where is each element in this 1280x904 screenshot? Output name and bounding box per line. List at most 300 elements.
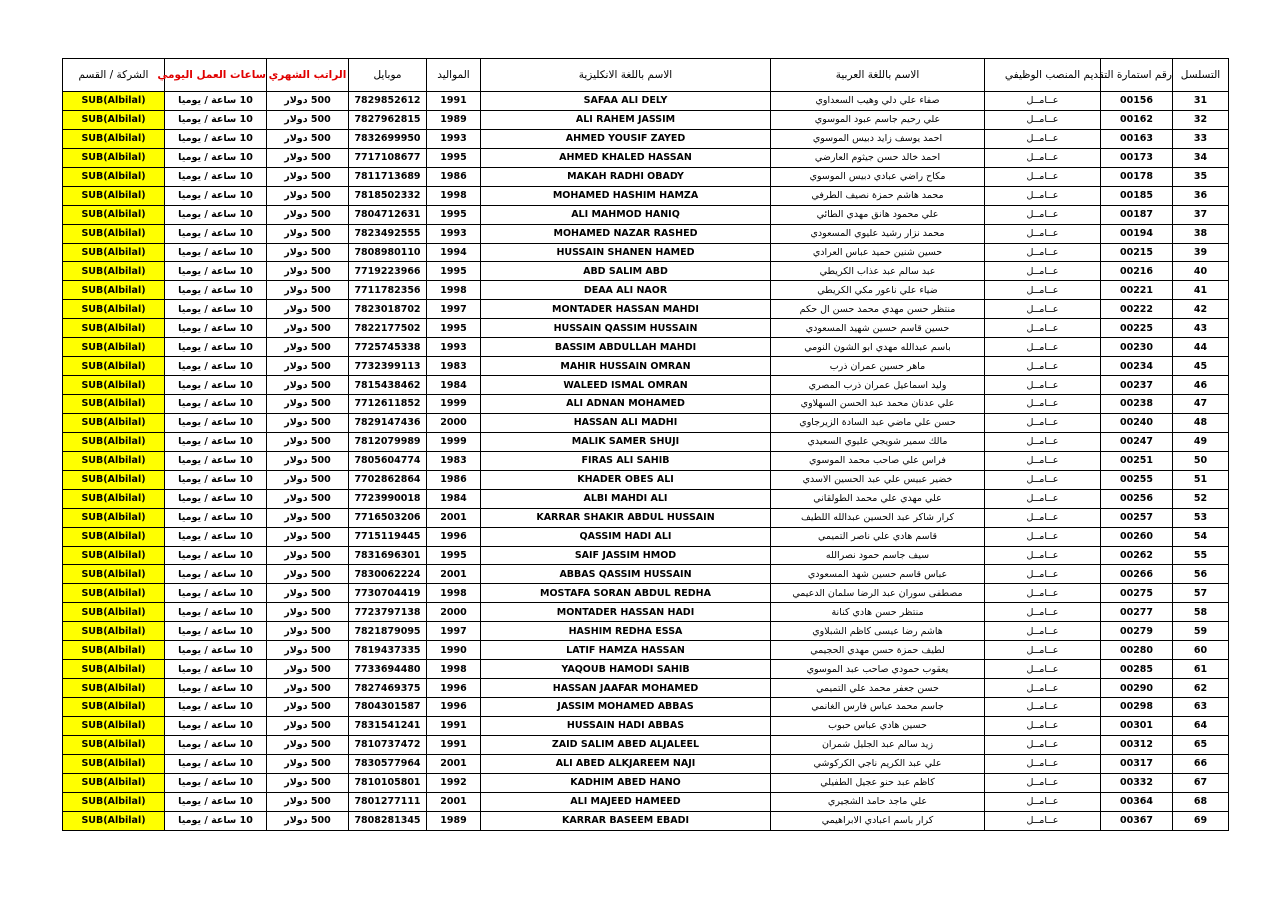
- table-row: [63, 811, 1229, 830]
- cell-birth-year: 2001: [427, 508, 481, 527]
- cell-daily-hours: 10 ساعة / يوميا: [165, 565, 267, 584]
- cell-serial: 39: [1173, 243, 1229, 262]
- cell-mobile: 7711782356: [349, 281, 427, 300]
- table-row: [63, 622, 1229, 641]
- cell-monthly-salary: 500 دولار: [267, 319, 349, 338]
- cell-english-name: ALI ABED ALKJAREEM NAJI: [481, 754, 771, 773]
- table-row: [63, 319, 1229, 338]
- cell-mobile: 7823018702: [349, 300, 427, 319]
- cell-monthly-salary: 500 دولار: [267, 641, 349, 660]
- cell-daily-hours: 10 ساعة / يوميا: [165, 357, 267, 376]
- cell-department: (Albilal)SUB: [63, 811, 165, 830]
- cell-english-name: ALI MAHMOD HANIQ: [481, 205, 771, 224]
- table-header: [63, 59, 1229, 92]
- cell-monthly-salary: 500 دولار: [267, 698, 349, 717]
- cell-monthly-salary: 500 دولار: [267, 660, 349, 679]
- cell-serial: 66: [1173, 754, 1229, 773]
- cell-mobile: 7829147436: [349, 413, 427, 432]
- cell-position: عــامــل: [985, 413, 1101, 432]
- cell-position: عــامــل: [985, 735, 1101, 754]
- cell-application-number: 00163: [1101, 129, 1173, 148]
- cell-english-name: MOSTAFA SORAN ABDUL REDHA: [481, 584, 771, 603]
- cell-position: عــامــل: [985, 584, 1101, 603]
- cell-daily-hours: 10 ساعة / يوميا: [165, 489, 267, 508]
- table-row: [63, 243, 1229, 262]
- cell-arabic-name: ضياء علي ناعور مكي الكريطي: [771, 281, 985, 300]
- cell-daily-hours: 10 ساعة / يوميا: [165, 432, 267, 451]
- cell-serial: 53: [1173, 508, 1229, 527]
- cell-serial: 46: [1173, 376, 1229, 395]
- cell-monthly-salary: 500 دولار: [267, 735, 349, 754]
- cell-mobile: 7823492555: [349, 224, 427, 243]
- cell-mobile: 7733694480: [349, 660, 427, 679]
- cell-birth-year: 2001: [427, 565, 481, 584]
- cell-department: (Albilal)SUB: [63, 148, 165, 167]
- table-row: [63, 432, 1229, 451]
- cell-serial: 59: [1173, 622, 1229, 641]
- cell-serial: 58: [1173, 603, 1229, 622]
- table-row: [63, 376, 1229, 395]
- cell-serial: 51: [1173, 470, 1229, 489]
- cell-application-number: 00221: [1101, 281, 1173, 300]
- cell-arabic-name: كرار شاكر عبد الحسين عبدالله اللطيف: [771, 508, 985, 527]
- cell-position: عــامــل: [985, 167, 1101, 186]
- cell-serial: 45: [1173, 357, 1229, 376]
- cell-serial: 68: [1173, 792, 1229, 811]
- cell-daily-hours: 10 ساعة / يوميا: [165, 660, 267, 679]
- cell-english-name: BASSIM ABDULLAH MAHDI: [481, 338, 771, 357]
- cell-serial: 42: [1173, 300, 1229, 319]
- cell-daily-hours: 10 ساعة / يوميا: [165, 584, 267, 603]
- cell-position: عــامــل: [985, 811, 1101, 830]
- cell-position: عــامــل: [985, 224, 1101, 243]
- cell-birth-year: 1991: [427, 92, 481, 111]
- cell-position: عــامــل: [985, 660, 1101, 679]
- cell-arabic-name: علي رحيم جاسم عبود الموسوي: [771, 110, 985, 129]
- cell-daily-hours: 10 ساعة / يوميا: [165, 319, 267, 338]
- cell-birth-year: 1986: [427, 470, 481, 489]
- cell-mobile: 7829852612: [349, 92, 427, 111]
- cell-mobile: 7810737472: [349, 735, 427, 754]
- cell-arabic-name: علي مهدي علي محمد الطولقاني: [771, 489, 985, 508]
- cell-monthly-salary: 500 دولار: [267, 167, 349, 186]
- cell-monthly-salary: 500 دولار: [267, 679, 349, 698]
- cell-application-number: 00187: [1101, 205, 1173, 224]
- cell-birth-year: 2001: [427, 754, 481, 773]
- cell-department: (Albilal)SUB: [63, 527, 165, 546]
- cell-mobile: 7821879095: [349, 622, 427, 641]
- cell-application-number: 00173: [1101, 148, 1173, 167]
- table-row: [63, 546, 1229, 565]
- cell-monthly-salary: 500 دولار: [267, 262, 349, 281]
- cell-serial: 33: [1173, 129, 1229, 148]
- cell-english-name: DEAA ALI NAOR: [481, 281, 771, 300]
- cell-application-number: 00230: [1101, 338, 1173, 357]
- cell-serial: 32: [1173, 110, 1229, 129]
- cell-mobile: 7712611852: [349, 395, 427, 414]
- table-row: [63, 167, 1229, 186]
- cell-application-number: 00290: [1101, 679, 1173, 698]
- cell-application-number: 00234: [1101, 357, 1173, 376]
- cell-daily-hours: 10 ساعة / يوميا: [165, 451, 267, 470]
- table-row: [63, 603, 1229, 622]
- cell-birth-year: 1996: [427, 527, 481, 546]
- cell-arabic-name: كرار باسم اعبادي الابراهيمي: [771, 811, 985, 830]
- cell-department: (Albilal)SUB: [63, 376, 165, 395]
- cell-birth-year: 1983: [427, 451, 481, 470]
- cell-serial: 61: [1173, 660, 1229, 679]
- cell-birth-year: 1995: [427, 319, 481, 338]
- cell-serial: 64: [1173, 716, 1229, 735]
- cell-english-name: ZAID SALIM ABED ALJALEEL: [481, 735, 771, 754]
- cell-arabic-name: لطيف حمزة حسن مهدي الحجيمي: [771, 641, 985, 660]
- cell-serial: 36: [1173, 186, 1229, 205]
- cell-monthly-salary: 500 دولار: [267, 413, 349, 432]
- cell-birth-year: 1993: [427, 129, 481, 148]
- cell-daily-hours: 10 ساعة / يوميا: [165, 129, 267, 148]
- cell-daily-hours: 10 ساعة / يوميا: [165, 508, 267, 527]
- cell-serial: 56: [1173, 565, 1229, 584]
- cell-position: عــامــل: [985, 186, 1101, 205]
- cell-arabic-name: عبد سالم عبد عذاب الكريطي: [771, 262, 985, 281]
- cell-serial: 62: [1173, 679, 1229, 698]
- cell-arabic-name: حسين هادي عباس حبوب: [771, 716, 985, 735]
- cell-english-name: MONTADER HASSAN MAHDI: [481, 300, 771, 319]
- cell-english-name: ALI ADNAN MOHAMED: [481, 395, 771, 414]
- cell-serial: 49: [1173, 432, 1229, 451]
- cell-daily-hours: 10 ساعة / يوميا: [165, 281, 267, 300]
- cell-mobile: 7830062224: [349, 565, 427, 584]
- cell-daily-hours: 10 ساعة / يوميا: [165, 186, 267, 205]
- cell-arabic-name: كاظم عبد حنو عجيل الطفيلي: [771, 773, 985, 792]
- cell-application-number: 00156: [1101, 92, 1173, 111]
- cell-position: عــامــل: [985, 773, 1101, 792]
- cell-application-number: 00225: [1101, 319, 1173, 338]
- cell-english-name: YAQOUB HAMODI SAHIB: [481, 660, 771, 679]
- cell-english-name: SAFAA ALI DELY: [481, 92, 771, 111]
- cell-english-name: MALIK SAMER SHUJI: [481, 432, 771, 451]
- table-row: [63, 641, 1229, 660]
- cell-monthly-salary: 500 دولار: [267, 186, 349, 205]
- cell-monthly-salary: 500 دولار: [267, 432, 349, 451]
- cell-serial: 31: [1173, 92, 1229, 111]
- cell-serial: 69: [1173, 811, 1229, 830]
- cell-english-name: JASSIM MOHAMED ABBAS: [481, 698, 771, 717]
- cell-monthly-salary: 500 دولار: [267, 110, 349, 129]
- cell-mobile: 7805604774: [349, 451, 427, 470]
- cell-mobile: 7801277111: [349, 792, 427, 811]
- cell-daily-hours: 10 ساعة / يوميا: [165, 641, 267, 660]
- cell-mobile: 7815438462: [349, 376, 427, 395]
- cell-birth-year: 1998: [427, 660, 481, 679]
- cell-monthly-salary: 500 دولار: [267, 508, 349, 527]
- cell-application-number: 00240: [1101, 413, 1173, 432]
- cell-monthly-salary: 500 دولار: [267, 773, 349, 792]
- cell-department: (Albilal)SUB: [63, 92, 165, 111]
- cell-application-number: 00162: [1101, 110, 1173, 129]
- cell-department: (Albilal)SUB: [63, 565, 165, 584]
- cell-english-name: AHMED YOUSIF ZAYED: [481, 129, 771, 148]
- cell-english-name: LATIF HAMZA HASSAN: [481, 641, 771, 660]
- cell-serial: 55: [1173, 546, 1229, 565]
- cell-daily-hours: 10 ساعة / يوميا: [165, 622, 267, 641]
- cell-mobile: 7830577964: [349, 754, 427, 773]
- cell-department: (Albilal)SUB: [63, 224, 165, 243]
- cell-application-number: 00215: [1101, 243, 1173, 262]
- cell-arabic-name: عباس قاسم حسين شهد المسعودي: [771, 565, 985, 584]
- cell-serial: 41: [1173, 281, 1229, 300]
- cell-arabic-name: علي عدنان محمد عبد الحسن السهلاوي: [771, 395, 985, 414]
- cell-department: (Albilal)SUB: [63, 622, 165, 641]
- cell-mobile: 7831696301: [349, 546, 427, 565]
- cell-position: عــامــل: [985, 262, 1101, 281]
- cell-application-number: 00275: [1101, 584, 1173, 603]
- cell-serial: 44: [1173, 338, 1229, 357]
- cell-monthly-salary: 500 دولار: [267, 300, 349, 319]
- cell-daily-hours: 10 ساعة / يوميا: [165, 546, 267, 565]
- cell-daily-hours: 10 ساعة / يوميا: [165, 243, 267, 262]
- cell-position: عــامــل: [985, 376, 1101, 395]
- cell-mobile: 7822177502: [349, 319, 427, 338]
- cell-position: عــامــل: [985, 641, 1101, 660]
- cell-position: عــامــل: [985, 698, 1101, 717]
- cell-serial: 47: [1173, 395, 1229, 414]
- cell-department: (Albilal)SUB: [63, 243, 165, 262]
- cell-english-name: ABBAS QASSIM HUSSAIN: [481, 565, 771, 584]
- cell-department: (Albilal)SUB: [63, 470, 165, 489]
- cell-monthly-salary: 500 دولار: [267, 792, 349, 811]
- table-row: [63, 129, 1229, 148]
- cell-daily-hours: 10 ساعة / يوميا: [165, 773, 267, 792]
- table-row: [63, 679, 1229, 698]
- cell-arabic-name: مصطفى سوران عبد الرضا سلمان الدعيمي: [771, 584, 985, 603]
- cell-mobile: 7717108677: [349, 148, 427, 167]
- cell-department: (Albilal)SUB: [63, 792, 165, 811]
- cell-position: عــامــل: [985, 603, 1101, 622]
- table-row: [63, 527, 1229, 546]
- table-row: [63, 470, 1229, 489]
- cell-serial: 37: [1173, 205, 1229, 224]
- cell-application-number: 00298: [1101, 698, 1173, 717]
- cell-application-number: 00266: [1101, 565, 1173, 584]
- cell-mobile: 7827962815: [349, 110, 427, 129]
- cell-monthly-salary: 500 دولار: [267, 338, 349, 357]
- cell-english-name: ALI MAJEED HAMEED: [481, 792, 771, 811]
- cell-position: عــامــل: [985, 527, 1101, 546]
- cell-department: (Albilal)SUB: [63, 489, 165, 508]
- cell-mobile: 7812079989: [349, 432, 427, 451]
- cell-application-number: 00312: [1101, 735, 1173, 754]
- cell-arabic-name: وليد اسماعيل عمران ذرب المصري: [771, 376, 985, 395]
- cell-department: (Albilal)SUB: [63, 679, 165, 698]
- cell-department: (Albilal)SUB: [63, 186, 165, 205]
- cell-english-name: KARRAR SHAKIR ABDUL HUSSAIN: [481, 508, 771, 527]
- cell-daily-hours: 10 ساعة / يوميا: [165, 792, 267, 811]
- cell-arabic-name: حسن علي ماضي عبد السادة الزيرجاوي: [771, 413, 985, 432]
- cell-monthly-salary: 500 دولار: [267, 754, 349, 773]
- cell-english-name: ABD SALIM ABD: [481, 262, 771, 281]
- cell-department: (Albilal)SUB: [63, 432, 165, 451]
- cell-english-name: HASSAN ALI MADHI: [481, 413, 771, 432]
- cell-english-name: MOHAMED NAZAR RASHED: [481, 224, 771, 243]
- cell-department: (Albilal)SUB: [63, 110, 165, 129]
- cell-english-name: KARRAR BASEEM EBADI: [481, 811, 771, 830]
- table-body: [63, 92, 1229, 831]
- cell-position: عــامــل: [985, 489, 1101, 508]
- cell-english-name: SAIF JASSIM HMOD: [481, 546, 771, 565]
- cell-daily-hours: 10 ساعة / يوميا: [165, 262, 267, 281]
- cell-birth-year: 1995: [427, 205, 481, 224]
- cell-position: عــامــل: [985, 546, 1101, 565]
- cell-mobile: 7818502332: [349, 186, 427, 205]
- table-row: [63, 451, 1229, 470]
- employee-table: [62, 58, 1229, 831]
- cell-monthly-salary: 500 دولار: [267, 451, 349, 470]
- cell-daily-hours: 10 ساعة / يوميا: [165, 603, 267, 622]
- cell-english-name: QASSIM HADI ALI: [481, 527, 771, 546]
- table-row: [63, 508, 1229, 527]
- cell-position: عــامــل: [985, 243, 1101, 262]
- cell-daily-hours: 10 ساعة / يوميا: [165, 167, 267, 186]
- cell-daily-hours: 10 ساعة / يوميا: [165, 527, 267, 546]
- cell-daily-hours: 10 ساعة / يوميا: [165, 413, 267, 432]
- cell-mobile: 7716503206: [349, 508, 427, 527]
- table-row: [63, 565, 1229, 584]
- cell-birth-year: 1993: [427, 224, 481, 243]
- cell-mobile: 7725745338: [349, 338, 427, 357]
- cell-daily-hours: 10 ساعة / يوميا: [165, 300, 267, 319]
- cell-mobile: 7832699950: [349, 129, 427, 148]
- cell-english-name: KHADER OBES ALI: [481, 470, 771, 489]
- cell-department: (Albilal)SUB: [63, 508, 165, 527]
- cell-serial: 60: [1173, 641, 1229, 660]
- cell-english-name: MONTADER HASSAN HADI: [481, 603, 771, 622]
- cell-mobile: 7732399113: [349, 357, 427, 376]
- cell-application-number: 00257: [1101, 508, 1173, 527]
- cell-arabic-name: ماهر حسين عمران ذرب: [771, 357, 985, 376]
- cell-english-name: HUSSAIN HADI ABBAS: [481, 716, 771, 735]
- cell-serial: 50: [1173, 451, 1229, 470]
- cell-arabic-name: صفاء علي دلي وهيب السعداوي: [771, 92, 985, 111]
- cell-daily-hours: 10 ساعة / يوميا: [165, 92, 267, 111]
- cell-position: عــامــل: [985, 622, 1101, 641]
- cell-arabic-name: هاشم رضا عيسى كاظم الشبلاوي: [771, 622, 985, 641]
- cell-department: (Albilal)SUB: [63, 716, 165, 735]
- table-row: [63, 413, 1229, 432]
- cell-arabic-name: علي عبد الكريم ناجي الكركوشي: [771, 754, 985, 773]
- header-english-name: الاسم باللغة الانكليزية: [481, 59, 771, 92]
- cell-mobile: 7723797138: [349, 603, 427, 622]
- cell-position: عــامــل: [985, 754, 1101, 773]
- cell-department: (Albilal)SUB: [63, 641, 165, 660]
- cell-daily-hours: 10 ساعة / يوميا: [165, 754, 267, 773]
- cell-birth-year: 2000: [427, 413, 481, 432]
- cell-monthly-salary: 500 دولار: [267, 92, 349, 111]
- cell-daily-hours: 10 ساعة / يوميا: [165, 148, 267, 167]
- cell-mobile: 7810105801: [349, 773, 427, 792]
- cell-monthly-salary: 500 دولار: [267, 811, 349, 830]
- cell-serial: 54: [1173, 527, 1229, 546]
- cell-position: عــامــل: [985, 319, 1101, 338]
- cell-monthly-salary: 500 دولار: [267, 603, 349, 622]
- table-row: [63, 754, 1229, 773]
- cell-arabic-name: محمد نزار رشيد عليوي المسعودي: [771, 224, 985, 243]
- cell-arabic-name: محمد هاشم حمزة نصيف الطرفي: [771, 186, 985, 205]
- header-arabic-name: الاسم باللغة العربية: [771, 59, 985, 92]
- cell-birth-year: 1999: [427, 395, 481, 414]
- cell-birth-year: 2001: [427, 792, 481, 811]
- cell-serial: 43: [1173, 319, 1229, 338]
- cell-department: (Albilal)SUB: [63, 451, 165, 470]
- cell-position: عــامــل: [985, 451, 1101, 470]
- cell-monthly-salary: 500 دولار: [267, 243, 349, 262]
- cell-birth-year: 2000: [427, 603, 481, 622]
- cell-position: عــامــل: [985, 338, 1101, 357]
- cell-application-number: 00364: [1101, 792, 1173, 811]
- cell-monthly-salary: 500 دولار: [267, 584, 349, 603]
- cell-department: (Albilal)SUB: [63, 584, 165, 603]
- cell-application-number: 00194: [1101, 224, 1173, 243]
- cell-birth-year: 1994: [427, 243, 481, 262]
- cell-mobile: 7715119445: [349, 527, 427, 546]
- cell-mobile: 7804301587: [349, 698, 427, 717]
- table-row: [63, 110, 1229, 129]
- cell-arabic-name: احمد يوسف زايد دبيس الموسوي: [771, 129, 985, 148]
- table-row: [63, 716, 1229, 735]
- header-birth-year: المواليد: [427, 59, 481, 92]
- cell-birth-year: 1996: [427, 679, 481, 698]
- cell-position: عــامــل: [985, 92, 1101, 111]
- cell-serial: 35: [1173, 167, 1229, 186]
- cell-english-name: HASSAN JAAFAR MOHAMED: [481, 679, 771, 698]
- cell-arabic-name: قاسم هادي علي ناصر التميمي: [771, 527, 985, 546]
- cell-serial: 34: [1173, 148, 1229, 167]
- cell-monthly-salary: 500 دولار: [267, 357, 349, 376]
- cell-birth-year: 1989: [427, 110, 481, 129]
- cell-application-number: 00317: [1101, 754, 1173, 773]
- cell-birth-year: 1998: [427, 584, 481, 603]
- cell-department: (Albilal)SUB: [63, 395, 165, 414]
- cell-serial: 65: [1173, 735, 1229, 754]
- table-row: [63, 148, 1229, 167]
- cell-arabic-name: باسم عبدالله مهدي ابو الشون النومي: [771, 338, 985, 357]
- cell-english-name: ALBI MAHDI ALI: [481, 489, 771, 508]
- cell-mobile: 7723990018: [349, 489, 427, 508]
- cell-birth-year: 1998: [427, 281, 481, 300]
- cell-daily-hours: 10 ساعة / يوميا: [165, 395, 267, 414]
- cell-monthly-salary: 500 دولار: [267, 395, 349, 414]
- cell-serial: 48: [1173, 413, 1229, 432]
- cell-position: عــامــل: [985, 110, 1101, 129]
- cell-arabic-name: يعقوب حمودي صاحب عبد الموسوي: [771, 660, 985, 679]
- cell-application-number: 00260: [1101, 527, 1173, 546]
- cell-department: (Albilal)SUB: [63, 754, 165, 773]
- cell-application-number: 00237: [1101, 376, 1173, 395]
- table-row: [63, 792, 1229, 811]
- cell-department: (Albilal)SUB: [63, 262, 165, 281]
- cell-mobile: 7827469375: [349, 679, 427, 698]
- cell-birth-year: 1990: [427, 641, 481, 660]
- cell-english-name: MAKAH RADHI OBADY: [481, 167, 771, 186]
- table-row: [63, 300, 1229, 319]
- cell-department: (Albilal)SUB: [63, 129, 165, 148]
- cell-daily-hours: 10 ساعة / يوميا: [165, 376, 267, 395]
- cell-birth-year: 1998: [427, 186, 481, 205]
- table-row: [63, 660, 1229, 679]
- cell-serial: 38: [1173, 224, 1229, 243]
- cell-application-number: 00367: [1101, 811, 1173, 830]
- cell-mobile: 7730704419: [349, 584, 427, 603]
